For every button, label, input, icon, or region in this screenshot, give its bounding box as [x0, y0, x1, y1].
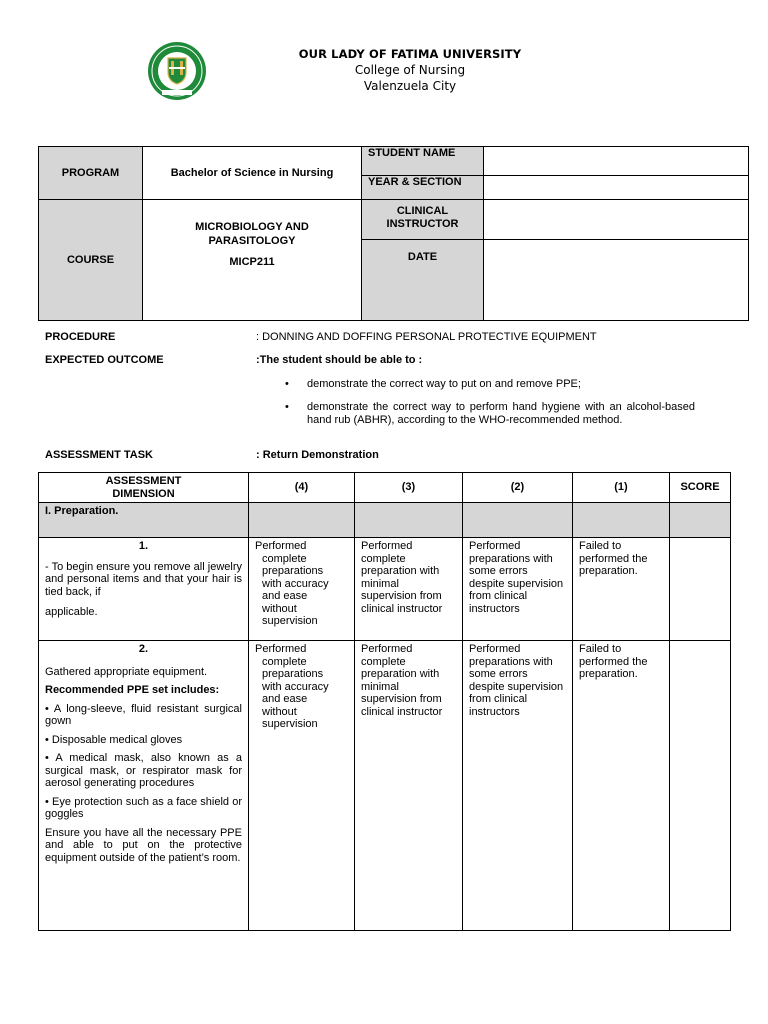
level-4-line: supervision: [262, 718, 318, 730]
table-row: [39, 641, 731, 931]
criterion-number: 2.: [138, 643, 149, 655]
clinical-instructor-label-line-2: INSTRUCTOR: [386, 218, 459, 230]
section-empty-cell: [463, 503, 573, 538]
level-4-line: Performed: [255, 643, 307, 655]
university-seal-icon: [147, 41, 207, 101]
date-label: DATE: [407, 251, 438, 263]
header-level-2: (2): [463, 473, 573, 503]
level-2-cell: Performed preparations with some errors despite supervision from clinical instructors: [463, 641, 573, 931]
level-4-line: and ease: [262, 693, 308, 705]
year-section-field[interactable]: [484, 176, 749, 200]
level-4-line: complete: [262, 552, 307, 565]
section-title: I. Preparation.: [39, 503, 249, 538]
header-level-4: (4): [249, 473, 355, 503]
header-dimension-line-1: ASSESSMENT: [105, 475, 182, 487]
year-section-label-cell: [362, 176, 484, 200]
section-empty-cell: [573, 503, 670, 538]
criterion-subheading: Recommended PPE set includes:: [45, 684, 220, 696]
level-4-line: supervision: [262, 615, 318, 627]
level-3-cell: Performed complete preparation with minimal supervision from clinical instructor: [355, 641, 463, 931]
section-row: [39, 503, 731, 538]
level-4-line: Performed: [255, 540, 307, 552]
level-4-line: with accuracy: [262, 577, 329, 590]
score-cell[interactable]: [670, 641, 731, 931]
student-name-label: STUDENT NAME: [368, 147, 456, 159]
ppe-item: • A long-sleeve, fluid resistant surgical gown: [45, 702, 242, 727]
header-dimension: [39, 473, 249, 503]
dimension-cell: [39, 641, 249, 931]
level-4-cell: [249, 538, 355, 641]
ppe-item: • A medical mask, also known as a surgical mask, or respirator mask for aerosol generating procedures: [45, 752, 242, 789]
table-row: [39, 538, 731, 641]
level-1-cell: Failed to performed the preparation.: [573, 538, 670, 641]
criterion-text-end: applicable.: [45, 606, 98, 618]
assessment-table: [38, 472, 731, 931]
procedure-label: PROCEDURE: [45, 331, 116, 343]
level-4-line: and ease: [262, 590, 308, 602]
assessment-header-row: [39, 473, 731, 503]
expected-outcome-value: :The student should be able to :: [256, 354, 423, 366]
level-4-line: complete: [262, 655, 307, 668]
course-label: COURSE: [66, 254, 115, 266]
clinical-instructor-label-line-1: CLINICAL: [396, 205, 449, 217]
program-value: Bachelor of Science in Nursing: [170, 167, 334, 179]
course-value-cell: [143, 200, 362, 321]
level-4-line: with accuracy: [262, 680, 329, 693]
dimension-cell: [39, 538, 249, 641]
header-dimension-line-2: DIMENSION: [112, 487, 175, 500]
header-level-3: (3): [355, 473, 463, 503]
header-level-1: (1): [573, 473, 670, 503]
clinical-instructor-field[interactable]: [484, 200, 749, 240]
level-1-cell: Failed to performed the preparation.: [573, 641, 670, 931]
procedure-value: : DONNING AND DOFFING PERSONAL PROTECTIVE EQUIPMENT: [256, 331, 597, 343]
level-4-line: without: [262, 602, 297, 615]
program-label-cell: [39, 147, 143, 200]
outcome-bullet-1: • demonstrate the correct way to put on and remove PPE;: [307, 378, 695, 391]
criterion-number: 1.: [138, 540, 149, 552]
date-label-cell: [362, 240, 484, 321]
level-4-line: preparations: [262, 565, 324, 577]
assessment-task-label: ASSESSMENT TASK: [45, 449, 153, 461]
course-name-line-2: PARASITOLOGY: [208, 234, 296, 247]
section-empty-cell: [249, 503, 355, 538]
program-label: PROGRAM: [61, 167, 120, 179]
section-empty-cell: [355, 503, 463, 538]
student-name-field[interactable]: [484, 147, 749, 176]
year-section-label: YEAR & SECTION: [368, 176, 462, 188]
expected-outcome-label: EXPECTED OUTCOME: [45, 354, 164, 366]
assessment-task-value: : Return Demonstration: [256, 449, 379, 461]
course-code: MICP211: [229, 256, 275, 268]
university-header: [250, 46, 570, 94]
program-value-cell: [143, 147, 362, 200]
city-name: Valenzuela City: [363, 79, 457, 93]
score-cell[interactable]: [670, 538, 731, 641]
student-name-label-cell: [362, 147, 484, 176]
college-name: College of Nursing: [354, 63, 466, 77]
level-4-line: preparations: [262, 668, 324, 680]
student-info-table: [38, 146, 749, 321]
criterion-text: - To begin ensure you remove all jewelry and personal items and that your hair is tied back, if: [45, 560, 242, 598]
level-3-cell: Performed complete preparation with minimal supervision from clinical instructor: [355, 538, 463, 641]
course-name-line-1: MICROBIOLOGY AND: [195, 221, 309, 233]
level-4-line: without: [262, 705, 297, 718]
outcome-bullet-2: • demonstrate the correct way to perform hand hygiene with an alcohol-based hand rub (ABHR), according to the WHO-recommended method.: [307, 401, 695, 427]
date-field[interactable]: [484, 240, 749, 321]
section-empty-cell: [670, 503, 731, 538]
ppe-item: • Eye protection such as a face shield or goggles: [45, 795, 242, 820]
course-label-cell: [39, 200, 143, 321]
clinical-instructor-label-cell: [362, 200, 484, 240]
criterion-text: Gathered appropriate equipment.: [45, 665, 208, 678]
level-2-cell: Performed preparations with some errors despite supervision from clinical instructors: [463, 538, 573, 641]
level-4-cell: [249, 641, 355, 931]
university-name: OUR LADY OF FATIMA UNIVERSITY: [298, 47, 522, 61]
header-score: SCORE: [670, 473, 731, 503]
ppe-item: • Disposable medical gloves: [45, 733, 183, 746]
criterion-note: Ensure you have all the necessary PPE and able to put on the protective equipment outside of the patient’s room.: [45, 826, 242, 864]
